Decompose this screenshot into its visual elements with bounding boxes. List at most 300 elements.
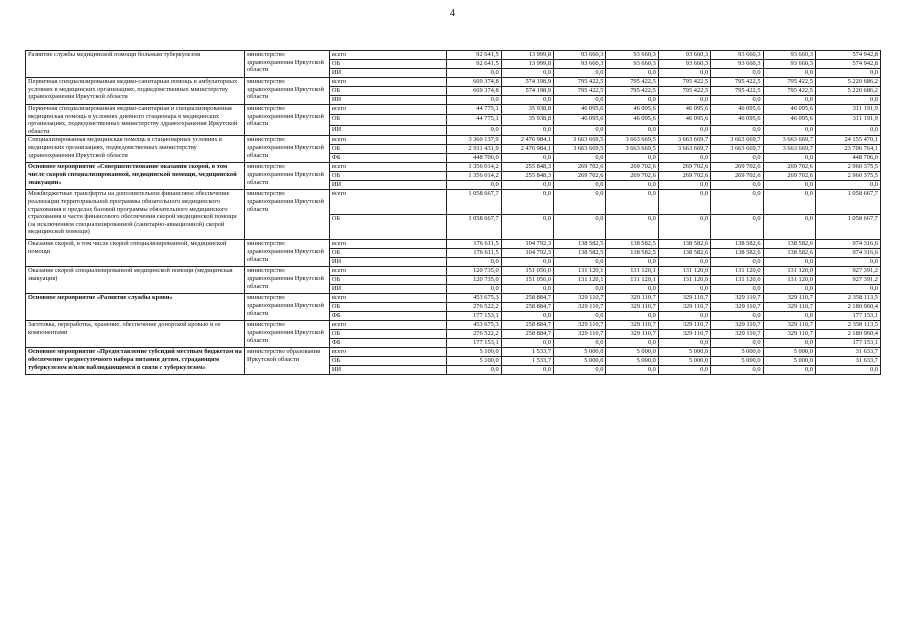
amount-cell: 24 155 470,1 <box>815 136 880 145</box>
funding-source: всего <box>329 321 446 330</box>
amount-cell: 93 660,3 <box>554 60 606 69</box>
amount-cell: 0,0 <box>763 312 815 321</box>
amount-cell: 0,0 <box>711 96 763 105</box>
table-row <box>26 321 881 330</box>
amount-cell: 1 533,7 <box>501 348 553 357</box>
amount-cell: 0,0 <box>763 339 815 348</box>
amount-cell: 0,0 <box>606 215 658 240</box>
amount-cell: 0,0 <box>447 285 501 294</box>
amount-cell: 0,0 <box>658 339 710 348</box>
funding-source: всего <box>329 105 446 115</box>
amount-cell: 0,0 <box>815 96 880 105</box>
amount-cell: 131 120,0 <box>711 267 763 276</box>
amount-cell: 0,0 <box>606 285 658 294</box>
amount-cell: 0,0 <box>554 181 606 190</box>
amount-cell: 0,0 <box>711 181 763 190</box>
amount-cell: 795 422,5 <box>711 87 763 96</box>
amount-cell: 177 153,1 <box>815 339 880 348</box>
amount-cell: 0,0 <box>763 215 815 240</box>
amount-cell: 5 220 686,2 <box>815 78 880 87</box>
amount-cell: 0,0 <box>711 339 763 348</box>
amount-cell: 131 120,0 <box>711 276 763 285</box>
activity-name: Основное мероприятие «Совершенствование оказания скорой, в том числе скорой специализированной, медицинской помощи, медицинской эвакуации» <box>26 163 245 190</box>
amount-cell: 131 120,0 <box>763 267 815 276</box>
amount-cell: 3 663 669,5 <box>606 145 658 154</box>
table-row <box>26 78 881 87</box>
amount-cell: 5 100,0 <box>447 357 501 366</box>
amount-cell: 269 702,6 <box>606 163 658 172</box>
activity-name: Первичная специализированная медико-санитарная помощь в амбулаторных условиях в медицинских организациях, подведомственных министерству здравоохранения Иркутской области <box>26 78 245 105</box>
amount-cell: 0,0 <box>711 258 763 267</box>
amount-cell: 0,0 <box>606 190 658 215</box>
activity-name: Оказание скорой специализированной медицинской помощи (медицинская эвакуация) <box>26 267 245 294</box>
table-row <box>26 163 881 172</box>
amount-cell: 669 374,8 <box>447 87 501 96</box>
amount-cell: 0,0 <box>711 285 763 294</box>
amount-cell: 453 675,3 <box>447 294 501 303</box>
amount-cell: 1 356 014,2 <box>447 172 501 181</box>
amount-cell: 258 884,7 <box>501 294 553 303</box>
amount-cell: 0,0 <box>501 190 553 215</box>
amount-cell: 138 582,5 <box>606 249 658 258</box>
amount-cell: 120 735,0 <box>447 267 501 276</box>
amount-cell: 2 911 431,9 <box>447 145 501 154</box>
amount-cell: 5 000,0 <box>554 357 606 366</box>
amount-cell: 0,0 <box>554 125 606 135</box>
activity-name: Оказание скорой, в том числе скорой специализированной, медицинской помощи <box>26 240 245 267</box>
executor-name: министерство здравоохранения Иркутской области <box>244 267 329 294</box>
amount-cell: 138 582,6 <box>763 240 815 249</box>
amount-cell: 255 848,3 <box>501 172 553 181</box>
amount-cell: 93 660,3 <box>606 60 658 69</box>
amount-cell: 329 110,7 <box>658 303 710 312</box>
amount-cell: 0,0 <box>658 215 710 240</box>
amount-cell: 138 582,5 <box>554 240 606 249</box>
amount-cell: 13 999,8 <box>501 60 553 69</box>
amount-cell: 3 663 669,7 <box>763 145 815 154</box>
funding-source: ОБ <box>329 145 446 154</box>
amount-cell: 138 582,5 <box>554 249 606 258</box>
amount-cell: 0,0 <box>711 215 763 240</box>
funding-source: ИИ <box>329 125 446 135</box>
amount-cell: 329 110,7 <box>658 294 710 303</box>
amount-cell: 0,0 <box>554 69 606 78</box>
table-row <box>26 267 881 276</box>
amount-cell: 269 702,6 <box>711 172 763 181</box>
amount-cell: 2 358 113,5 <box>815 294 880 303</box>
amount-cell: 1 058 667,7 <box>815 190 880 215</box>
amount-cell: 258 884,7 <box>501 330 553 339</box>
amount-cell: 0,0 <box>606 96 658 105</box>
activity-name: Специализированная медицинская помощь в стационарных условиях в медицинских организациях, подведомственных министерству здравоохранения Иркутской области <box>26 136 245 163</box>
amount-cell: 0,0 <box>658 366 710 375</box>
amount-cell: 329 110,7 <box>711 294 763 303</box>
amount-cell: 3 663 669,7 <box>658 136 710 145</box>
amount-cell: 0,0 <box>606 258 658 267</box>
table-row <box>26 136 881 145</box>
activity-name: Развитие службы медицинской помощи больным туберкулезом <box>26 51 245 78</box>
amount-cell: 131 120,0 <box>658 267 710 276</box>
amount-cell: 269 702,6 <box>711 163 763 172</box>
amount-cell: 1 533,7 <box>501 357 553 366</box>
amount-cell: 276 522,2 <box>447 303 501 312</box>
amount-cell: 0,0 <box>815 366 880 375</box>
amount-cell: 269 702,6 <box>606 172 658 181</box>
amount-cell: 0,0 <box>763 96 815 105</box>
amount-cell: 131 120,1 <box>554 276 606 285</box>
executor-name: министерство здравоохранения Иркутской области <box>244 321 329 348</box>
amount-cell: 0,0 <box>501 154 553 163</box>
amount-cell: 795 422,5 <box>711 78 763 87</box>
amount-cell: 104 792,3 <box>501 249 553 258</box>
amount-cell: 46 095,6 <box>606 105 658 115</box>
amount-cell: 3 663 669,5 <box>606 136 658 145</box>
amount-cell: 329 110,7 <box>658 330 710 339</box>
amount-cell: 131 120,1 <box>554 267 606 276</box>
amount-cell: 329 110,7 <box>606 330 658 339</box>
amount-cell: 258 884,7 <box>501 303 553 312</box>
amount-cell: 311 191,9 <box>815 115 880 125</box>
amount-cell: 453 675,3 <box>447 321 501 330</box>
amount-cell: 0,0 <box>501 312 553 321</box>
amount-cell: 5 100,0 <box>447 348 501 357</box>
amount-cell: 93 660,3 <box>658 60 710 69</box>
amount-cell: 23 706 764,1 <box>815 145 880 154</box>
amount-cell: 138 582,6 <box>711 249 763 258</box>
amount-cell: 0,0 <box>606 312 658 321</box>
funding-source: ОБ <box>329 357 446 366</box>
amount-cell: 5 000,0 <box>763 357 815 366</box>
amount-cell: 311 191,9 <box>815 105 880 115</box>
amount-cell: 0,0 <box>554 96 606 105</box>
amount-cell: 0,0 <box>763 366 815 375</box>
amount-cell: 104 792,3 <box>501 240 553 249</box>
activity-name: Заготовка, переработка, хранение, обеспечение донорской кровью и ее компонентами <box>26 321 245 348</box>
amount-cell: 0,0 <box>554 258 606 267</box>
amount-cell: 2 960 375,5 <box>815 163 880 172</box>
amount-cell: 0,0 <box>554 285 606 294</box>
amount-cell: 177 153,1 <box>447 312 501 321</box>
amount-cell: 0,0 <box>501 258 553 267</box>
amount-cell: 120 735,0 <box>447 276 501 285</box>
funding-source: ИИ <box>329 285 446 294</box>
funding-source: ИИ <box>329 181 446 190</box>
amount-cell: 795 422,5 <box>658 87 710 96</box>
executor-name: министерство здравоохранения Иркутской области <box>244 136 329 163</box>
amount-cell: 93 660,3 <box>606 51 658 60</box>
amount-cell: 35 938,8 <box>501 115 553 125</box>
table-row <box>26 190 881 215</box>
amount-cell: 0,0 <box>606 125 658 135</box>
amount-cell: 329 110,7 <box>606 303 658 312</box>
budget-table <box>25 50 881 375</box>
amount-cell: 1 058 667,7 <box>447 215 501 240</box>
table-row <box>26 294 881 303</box>
amount-cell: 795 422,5 <box>606 87 658 96</box>
amount-cell: 44 775,1 <box>447 105 501 115</box>
amount-cell: 329 110,7 <box>711 321 763 330</box>
amount-cell: 3 663 669,5 <box>554 136 606 145</box>
amount-cell: 3 663 669,7 <box>711 136 763 145</box>
amount-cell: 0,0 <box>815 181 880 190</box>
amount-cell: 5 000,0 <box>554 348 606 357</box>
funding-source: ИИ <box>329 69 446 78</box>
amount-cell: 0,0 <box>447 366 501 375</box>
funding-source: ОБ <box>329 303 446 312</box>
executor-name: министерство здравоохранения Иркутской области <box>244 190 329 240</box>
amount-cell: 329 110,7 <box>711 303 763 312</box>
amount-cell: 0,0 <box>658 181 710 190</box>
funding-source: ОБ <box>329 60 446 69</box>
amount-cell: 0,0 <box>447 125 501 135</box>
amount-cell: 5 000,0 <box>658 348 710 357</box>
amount-cell: 138 582,5 <box>606 240 658 249</box>
amount-cell: 0,0 <box>606 69 658 78</box>
amount-cell: 93 660,3 <box>711 60 763 69</box>
amount-cell: 329 110,7 <box>763 294 815 303</box>
amount-cell: 0,0 <box>554 154 606 163</box>
amount-cell: 795 422,5 <box>763 87 815 96</box>
amount-cell: 0,0 <box>763 69 815 78</box>
funding-source: ИИ <box>329 96 446 105</box>
amount-cell: 138 582,6 <box>711 240 763 249</box>
page-number: 4 <box>450 8 455 19</box>
funding-source: ФБ <box>329 339 446 348</box>
amount-cell: 0,0 <box>554 190 606 215</box>
executor-name: министерство здравоохранения Иркутской области <box>244 78 329 105</box>
amount-cell: 329 110,7 <box>606 294 658 303</box>
funding-source: ОБ <box>329 115 446 125</box>
amount-cell: 46 095,6 <box>711 105 763 115</box>
amount-cell: 0,0 <box>606 339 658 348</box>
amount-cell: 448 706,0 <box>815 154 880 163</box>
amount-cell: 329 110,7 <box>763 321 815 330</box>
amount-cell: 3 663 669,7 <box>711 145 763 154</box>
activity-name: Первичная специализированная медико-санитарная и специализированная медицинская помощь в условиях дневного стационара в медицинских организациях, подведомственных министерству здравоохранения Иркутской области <box>26 105 245 136</box>
table-row <box>26 105 881 115</box>
funding-source: всего <box>329 190 446 215</box>
amount-cell: 0,0 <box>658 125 710 135</box>
amount-cell: 2 960 375,5 <box>815 172 880 181</box>
amount-cell: 974 316,6 <box>815 249 880 258</box>
amount-cell: 93 660,3 <box>763 60 815 69</box>
amount-cell: 2 180 960,4 <box>815 303 880 312</box>
amount-cell: 0,0 <box>658 69 710 78</box>
amount-cell: 0,0 <box>554 366 606 375</box>
amount-cell: 0,0 <box>447 69 501 78</box>
amount-cell: 93 660,3 <box>554 51 606 60</box>
amount-cell: 1 058 667,7 <box>447 190 501 215</box>
amount-cell: 329 110,7 <box>763 303 815 312</box>
amount-cell: 329 110,7 <box>554 294 606 303</box>
amount-cell: 5 000,0 <box>606 348 658 357</box>
funding-source: ФБ <box>329 312 446 321</box>
amount-cell: 1 058 667,7 <box>815 215 880 240</box>
funding-source: всего <box>329 267 446 276</box>
table-row <box>26 51 881 60</box>
amount-cell: 44 775,1 <box>447 115 501 125</box>
amount-cell: 0,0 <box>711 312 763 321</box>
amount-cell: 255 848,3 <box>501 163 553 172</box>
amount-cell: 0,0 <box>501 69 553 78</box>
activity-name: Основное мероприятие «Развитие службы крови» <box>26 294 245 321</box>
amount-cell: 269 702,6 <box>554 172 606 181</box>
amount-cell: 795 422,5 <box>763 78 815 87</box>
amount-cell: 276 522,2 <box>447 330 501 339</box>
amount-cell: 0,0 <box>763 181 815 190</box>
amount-cell: 0,0 <box>606 181 658 190</box>
amount-cell: 0,0 <box>606 154 658 163</box>
amount-cell: 5 000,0 <box>711 357 763 366</box>
amount-cell: 92 641,5 <box>447 60 501 69</box>
amount-cell: 176 611,5 <box>447 249 501 258</box>
amount-cell: 151 056,0 <box>501 276 553 285</box>
funding-source: ИИ <box>329 366 446 375</box>
amount-cell: 1 356 014,2 <box>447 163 501 172</box>
amount-cell: 93 660,3 <box>763 51 815 60</box>
funding-source: ОБ <box>329 215 446 240</box>
amount-cell: 46 095,6 <box>554 115 606 125</box>
amount-cell: 131 120,0 <box>763 276 815 285</box>
amount-cell: 93 660,3 <box>711 51 763 60</box>
amount-cell: 2 358 113,5 <box>815 321 880 330</box>
table-row <box>26 348 881 357</box>
amount-cell: 13 999,8 <box>501 51 553 60</box>
amount-cell: 3 663 669,5 <box>554 145 606 154</box>
amount-cell: 92 641,5 <box>447 51 501 60</box>
amount-cell: 31 633,7 <box>815 348 880 357</box>
amount-cell: 0,0 <box>501 125 553 135</box>
amount-cell: 329 110,7 <box>711 330 763 339</box>
amount-cell: 46 095,6 <box>658 115 710 125</box>
amount-cell: 5 000,0 <box>711 348 763 357</box>
amount-cell: 0,0 <box>711 366 763 375</box>
amount-cell: 0,0 <box>447 181 501 190</box>
amount-cell: 329 110,7 <box>554 321 606 330</box>
amount-cell: 2 476 984,1 <box>501 136 553 145</box>
amount-cell: 0,0 <box>501 366 553 375</box>
amount-cell: 927 391,2 <box>815 276 880 285</box>
amount-cell: 0,0 <box>658 190 710 215</box>
amount-cell: 269 702,6 <box>763 172 815 181</box>
amount-cell: 46 095,6 <box>763 105 815 115</box>
executor-name: министерство здравоохранения Иркутской области <box>244 51 329 78</box>
amount-cell: 0,0 <box>815 285 880 294</box>
amount-cell: 3 360 137,9 <box>447 136 501 145</box>
amount-cell: 0,0 <box>658 96 710 105</box>
amount-cell: 0,0 <box>711 125 763 135</box>
amount-cell: 329 110,7 <box>658 321 710 330</box>
amount-cell: 0,0 <box>501 285 553 294</box>
amount-cell: 138 582,6 <box>763 249 815 258</box>
table-row <box>26 240 881 249</box>
amount-cell: 177 153,1 <box>447 339 501 348</box>
amount-cell: 3 663 669,7 <box>763 136 815 145</box>
amount-cell: 177 153,1 <box>815 312 880 321</box>
amount-cell: 329 110,7 <box>606 321 658 330</box>
amount-cell: 0,0 <box>447 96 501 105</box>
amount-cell: 0,0 <box>501 339 553 348</box>
amount-cell: 0,0 <box>501 181 553 190</box>
amount-cell: 0,0 <box>554 312 606 321</box>
amount-cell: 669 374,8 <box>447 78 501 87</box>
amount-cell: 795 422,5 <box>606 78 658 87</box>
amount-cell: 269 702,6 <box>554 163 606 172</box>
funding-source: всего <box>329 163 446 172</box>
funding-source: ИИ <box>329 258 446 267</box>
amount-cell: 93 660,3 <box>658 51 710 60</box>
amount-cell: 5 000,0 <box>658 357 710 366</box>
amount-cell: 0,0 <box>501 215 553 240</box>
amount-cell: 795 422,5 <box>554 78 606 87</box>
amount-cell: 329 110,7 <box>554 303 606 312</box>
amount-cell: 2 476 984,1 <box>501 145 553 154</box>
amount-cell: 46 095,6 <box>658 105 710 115</box>
amount-cell: 0,0 <box>815 258 880 267</box>
amount-cell: 176 611,5 <box>447 240 501 249</box>
amount-cell: 0,0 <box>658 285 710 294</box>
amount-cell: 0,0 <box>501 96 553 105</box>
amount-cell: 574 198,9 <box>501 87 553 96</box>
funding-source: всего <box>329 78 446 87</box>
funding-source: ОБ <box>329 249 446 258</box>
funding-source: всего <box>329 51 446 60</box>
executor-name: министерство здравоохранения Иркутской области <box>244 240 329 267</box>
amount-cell: 574 942,8 <box>815 60 880 69</box>
amount-cell: 0,0 <box>763 285 815 294</box>
amount-cell: 0,0 <box>554 215 606 240</box>
amount-cell: 131 120,0 <box>658 276 710 285</box>
amount-cell: 974 316,6 <box>815 240 880 249</box>
amount-cell: 0,0 <box>763 154 815 163</box>
amount-cell: 138 582,6 <box>658 249 710 258</box>
amount-cell: 5 000,0 <box>606 357 658 366</box>
activity-name: Основное мероприятие «Предоставление субсидий местным бюджетам на обеспечение среднесуточного набора питания детям, страдающим туберкулезом и/или наблюдающимся в связи с туберкулезом» <box>26 348 245 375</box>
amount-cell: 0,0 <box>815 69 880 78</box>
executor-name: министерство здравоохранения Иркутской области <box>244 294 329 321</box>
amount-cell: 5 220 686,2 <box>815 87 880 96</box>
funding-source: всего <box>329 240 446 249</box>
amount-cell: 0,0 <box>763 190 815 215</box>
amount-cell: 131 120,1 <box>606 267 658 276</box>
amount-cell: 0,0 <box>658 312 710 321</box>
amount-cell: 31 633,7 <box>815 357 880 366</box>
amount-cell: 0,0 <box>711 154 763 163</box>
funding-source: ОБ <box>329 330 446 339</box>
amount-cell: 46 095,6 <box>554 105 606 115</box>
funding-source: всего <box>329 348 446 357</box>
amount-cell: 131 120,1 <box>606 276 658 285</box>
amount-cell: 795 422,5 <box>658 78 710 87</box>
amount-cell: 138 582,6 <box>658 240 710 249</box>
funding-source: ФБ <box>329 154 446 163</box>
activity-name: Межбюджетные трансферты на дополнительное финансовое обеспечение реализации территориальной программы обязательного медицинского страхования в пределах базовой программы обязательного медицинского страхования в части финансового обеспечения скорой медицинской помощи (за исключением специализированной (санитарно-авиационной) скорой медицинской помощи) <box>26 190 245 240</box>
amount-cell: 0,0 <box>554 339 606 348</box>
amount-cell: 329 110,7 <box>554 330 606 339</box>
amount-cell: 258 884,7 <box>501 321 553 330</box>
funding-source: ОБ <box>329 172 446 181</box>
funding-source: всего <box>329 294 446 303</box>
executor-name: министерство образования Иркутской области <box>244 348 329 375</box>
executor-name: министерство здравоохранения Иркутской области <box>244 163 329 190</box>
amount-cell: 574 198,9 <box>501 78 553 87</box>
executor-name: министерство здравоохранения Иркутской области <box>244 105 329 136</box>
funding-source: ОБ <box>329 276 446 285</box>
funding-source: всего <box>329 136 446 145</box>
funding-source: ОБ <box>329 87 446 96</box>
amount-cell: 0,0 <box>711 69 763 78</box>
amount-cell: 269 702,6 <box>763 163 815 172</box>
